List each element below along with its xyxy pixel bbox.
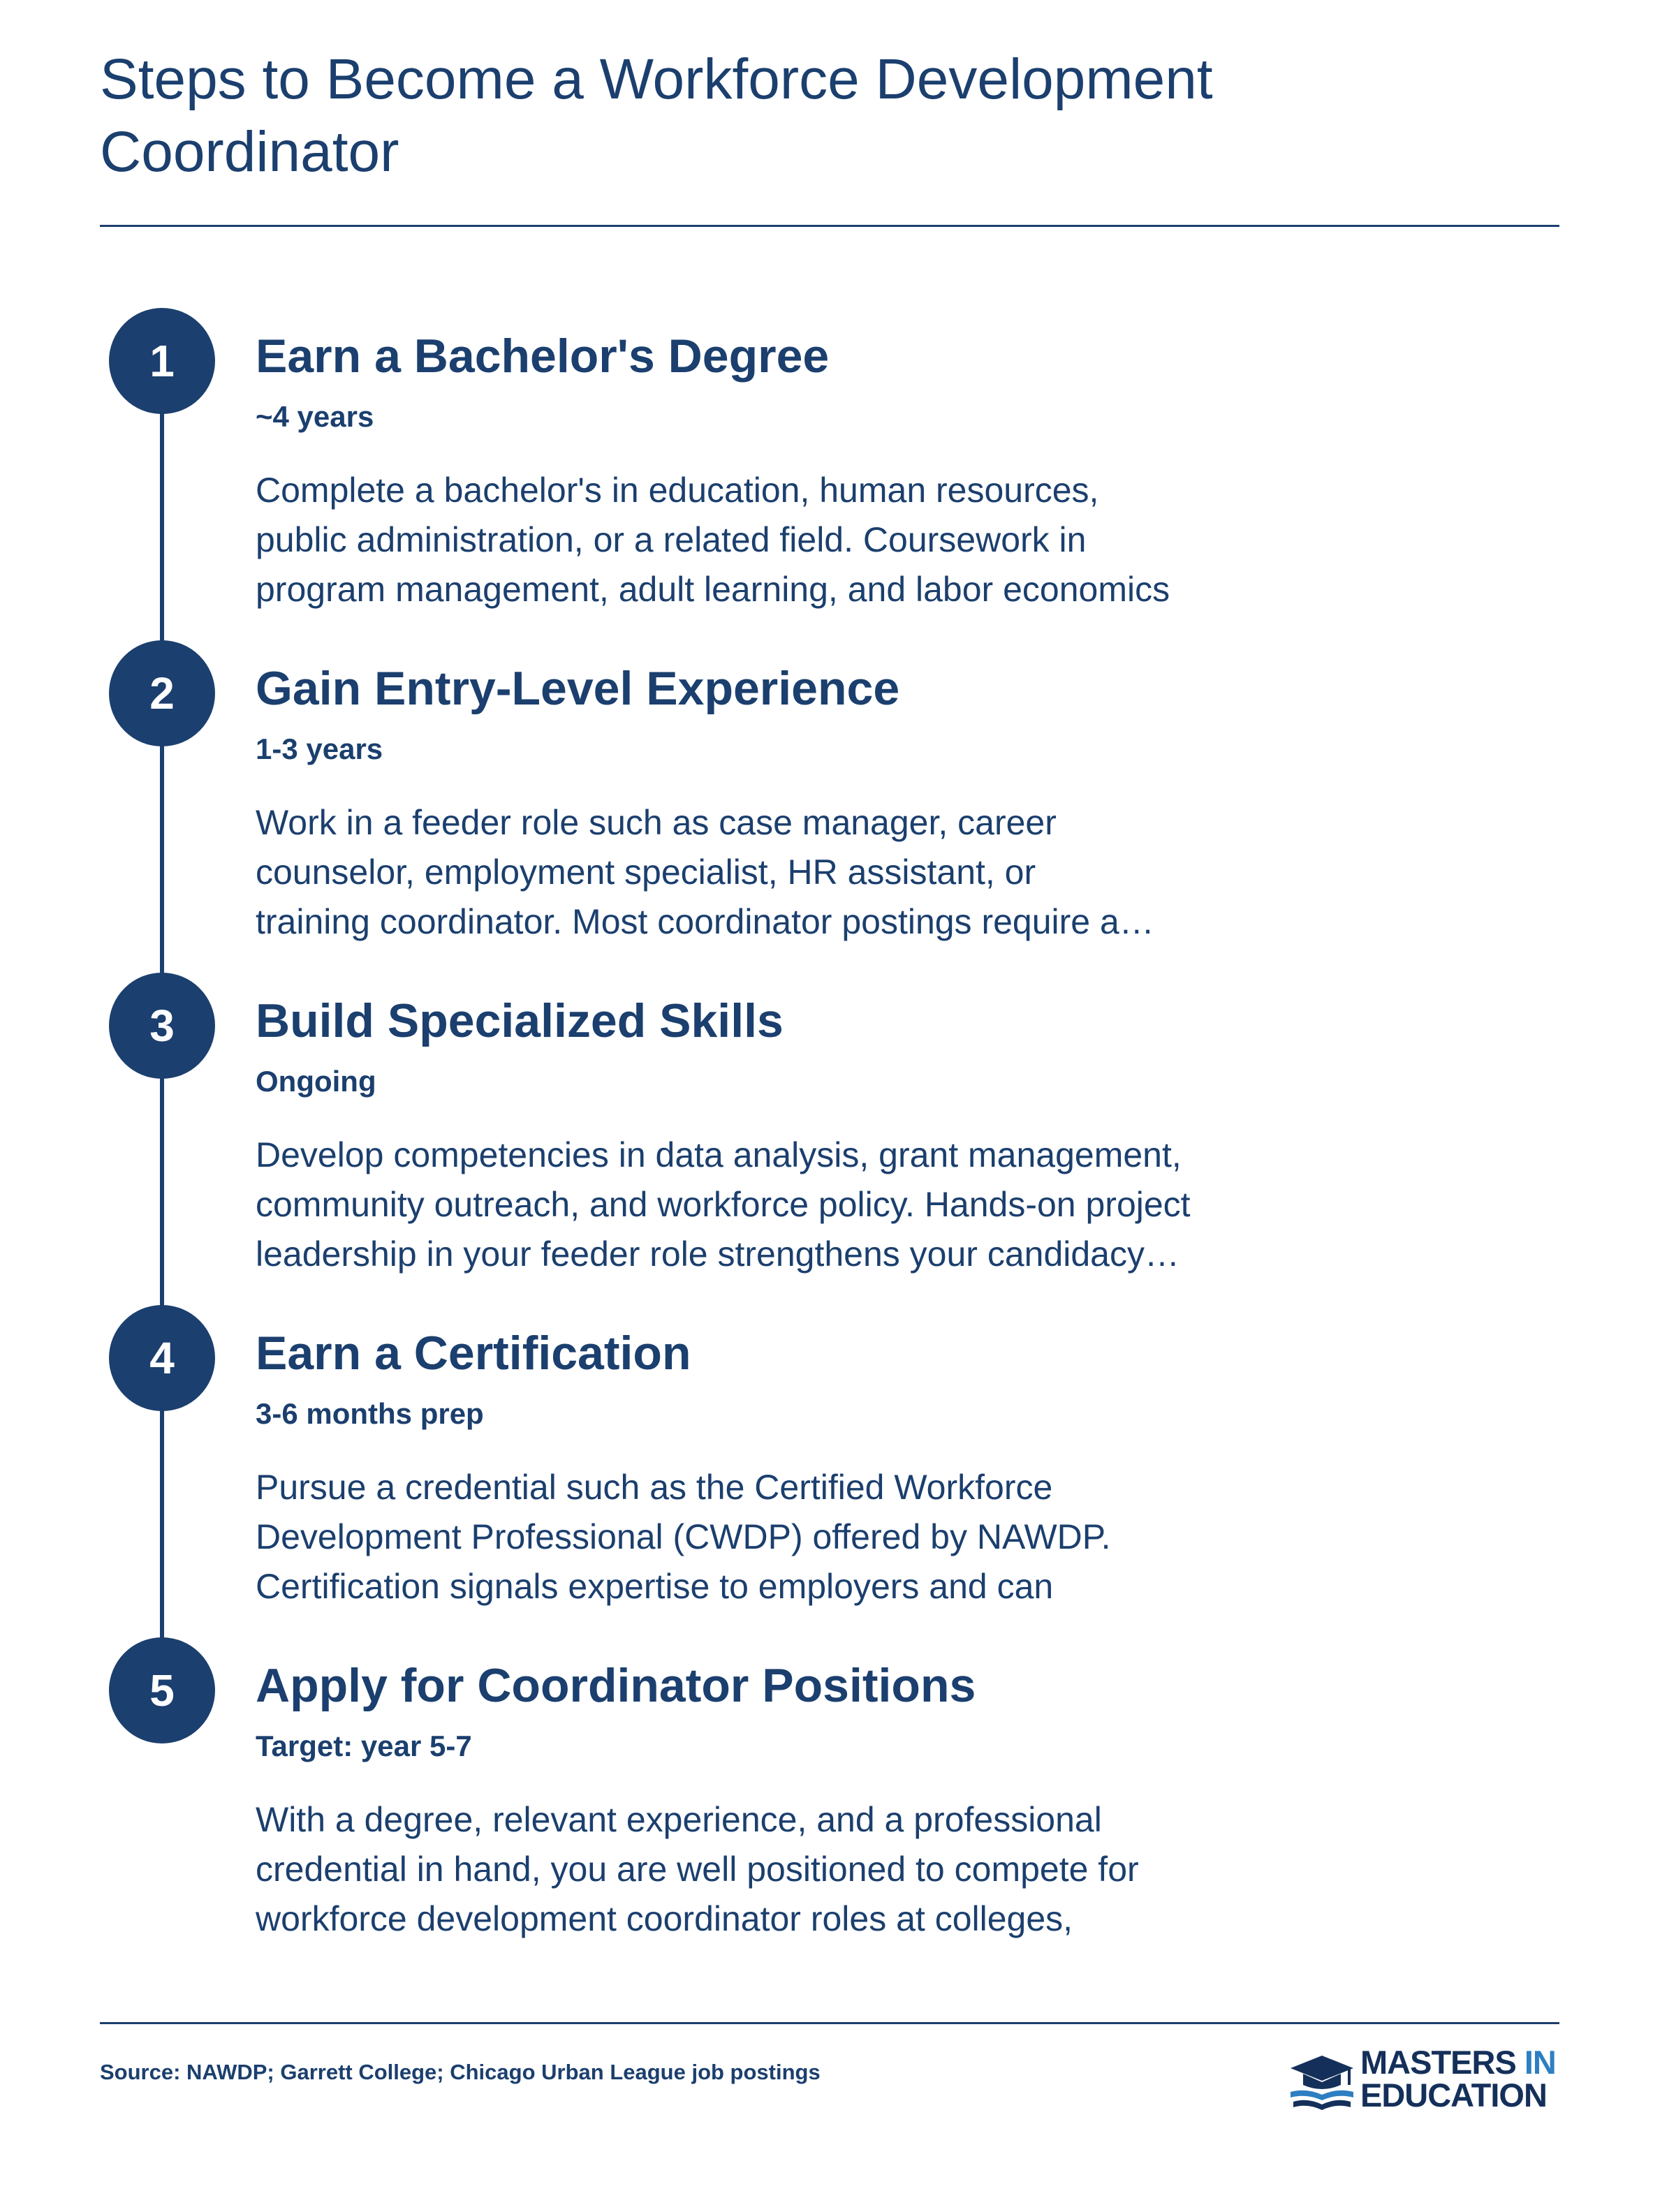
step-title: Apply for Coordinator Positions (256, 1659, 976, 1712)
description-line: community outreach, and workforce policy. Hands-on project (256, 1185, 1191, 1224)
step-title: Earn a Certification (256, 1327, 691, 1380)
step-number-badge: 5 (109, 1637, 215, 1743)
step-duration: Ongoing (256, 1065, 376, 1098)
step-description (256, 466, 1373, 614)
description-line: leadership in your feeder role strengthens your candidacy… (256, 1234, 1179, 1274)
logo-word-masters: MASTERS (1360, 2044, 1516, 2081)
description-line: training coordinator. Most coordinator postings require a… (256, 902, 1154, 941)
graduation-cap-book-icon (1289, 2051, 1355, 2114)
masters-in-education-logo (1289, 2046, 1561, 2123)
description-line: program management, adult learning, and labor economics (256, 570, 1170, 609)
step-4 (0, 1305, 1676, 1626)
logo-wordmark (1360, 2044, 1556, 2114)
step-duration: ~4 years (256, 400, 374, 433)
footer-divider (100, 2022, 1559, 2024)
description-line: Develop competencies in data analysis, grant management, (256, 1135, 1182, 1174)
page-title (100, 43, 1566, 189)
description-line: With a degree, relevant experience, and a professional (256, 1800, 1102, 1839)
step-2 (0, 640, 1676, 961)
description-line: Work in a feeder role such as case manager, career (256, 803, 1057, 842)
step-number-badge: 4 (109, 1305, 215, 1411)
step-1 (0, 308, 1676, 629)
description-line: workforce development coordinator roles at colleges, (256, 1899, 1073, 1938)
description-line: counselor, employment specialist, HR assistant, or (256, 853, 1036, 892)
description-line: public administration, or a related field. Coursework in (256, 520, 1087, 559)
step-duration: 3-6 months prep (256, 1397, 484, 1430)
header-divider (100, 225, 1559, 227)
logo-word-in: IN (1524, 2044, 1556, 2081)
description-line: Development Professional (CWDP) offered by NAWDP. (256, 1517, 1111, 1556)
description-line: credential in hand, you are well positioned to compete for (256, 1850, 1139, 1889)
step-title: Earn a Bachelor's Degree (256, 330, 830, 383)
source-note: Source: NAWDP; Garrett College; Chicago Urban League job postings (100, 2060, 821, 2084)
title-line-1: Steps to Become a Workforce Development (100, 47, 1213, 111)
step-description (256, 1795, 1373, 1944)
step-description (256, 1463, 1373, 1612)
step-description (256, 798, 1373, 947)
step-number-badge: 1 (109, 308, 215, 414)
logo-word-education: EDUCATION (1360, 2077, 1547, 2114)
step-5 (0, 1637, 1676, 1959)
step-3 (0, 973, 1676, 1294)
step-duration: Target: year 5-7 (256, 1730, 472, 1762)
step-title: Gain Entry-Level Experience (256, 662, 900, 715)
step-number-badge: 3 (109, 973, 215, 1079)
step-description (256, 1130, 1373, 1279)
description-line: Certification signals expertise to employers and can (256, 1567, 1054, 1606)
description-line: Pursue a credential such as the Certified Workforce (256, 1468, 1053, 1507)
description-line: Complete a bachelor's in education, human resources, (256, 471, 1099, 510)
step-title: Build Specialized Skills (256, 994, 784, 1047)
title-line-2: Coordinator (100, 120, 399, 184)
step-number-badge: 2 (109, 640, 215, 746)
step-duration: 1-3 years (256, 732, 383, 765)
